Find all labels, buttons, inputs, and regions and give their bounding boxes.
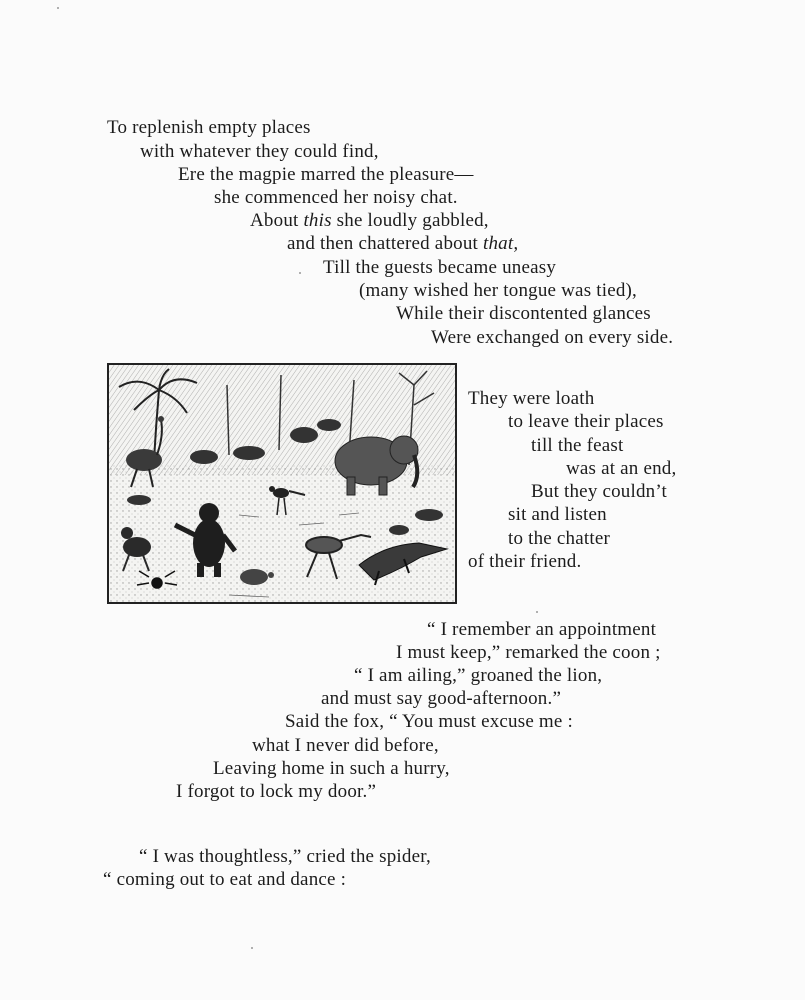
paper-speck xyxy=(299,272,301,274)
emphasis-word: that, xyxy=(482,233,519,254)
verse-line: Ere the magpie marred the pleasure— xyxy=(178,164,474,185)
verse-line: with whatever they could find, xyxy=(140,141,379,162)
verse-line: To replenish empty places xyxy=(107,117,311,138)
verse-text: and then chattered about xyxy=(287,233,483,254)
verse-text: she loudly gabbled, xyxy=(331,210,489,231)
verse-line: They were loath xyxy=(468,388,595,409)
paper-speck xyxy=(251,947,253,949)
verse-line: to leave their places xyxy=(508,411,664,432)
verse-line: I must keep,” remarked the coon ; xyxy=(396,642,661,663)
verse-line: of their friend. xyxy=(468,551,582,572)
verse-line: While their discontented glances xyxy=(396,303,651,324)
emphasis-word: this xyxy=(303,210,332,231)
verse-line: she commenced her noisy chat. xyxy=(214,187,458,208)
verse-line: But they couldn’t xyxy=(531,481,668,502)
paper-speck xyxy=(536,611,538,613)
verse-line: (many wished her tongue was tied), xyxy=(359,280,638,301)
verse-line xyxy=(250,209,489,233)
verse-line: sit and listen xyxy=(508,504,607,525)
verse-line: was at an end, xyxy=(566,458,677,479)
verse-line xyxy=(287,232,518,256)
animal-feast-engraving xyxy=(109,365,455,602)
verse-line: Said the fox, “ You must excuse me : xyxy=(285,711,573,732)
verse-line: “ I remember an appointment xyxy=(427,619,657,640)
verse-line: Leaving home in such a hurry, xyxy=(213,758,450,779)
verse-line: Were exchanged on every side. xyxy=(431,327,674,348)
verse-text: About xyxy=(250,210,304,231)
verse-line: “ I am ailing,” groaned the lion, xyxy=(354,665,603,686)
verse-line: “ coming out to eat and dance : xyxy=(103,869,347,890)
feast-illustration xyxy=(107,363,457,604)
verse-line: “ I was thoughtless,” cried the spider, xyxy=(139,846,431,867)
verse-line: Till the guests became uneasy xyxy=(323,257,557,278)
verse-line: till the feast xyxy=(531,435,624,456)
verse-line: I forgot to lock my door.” xyxy=(176,781,377,802)
verse-line: to the chatter xyxy=(508,528,610,549)
verse-line: and must say good-afternoon.” xyxy=(321,688,562,709)
paper-speck xyxy=(57,7,59,9)
verse-line: what I never did before, xyxy=(252,735,439,756)
